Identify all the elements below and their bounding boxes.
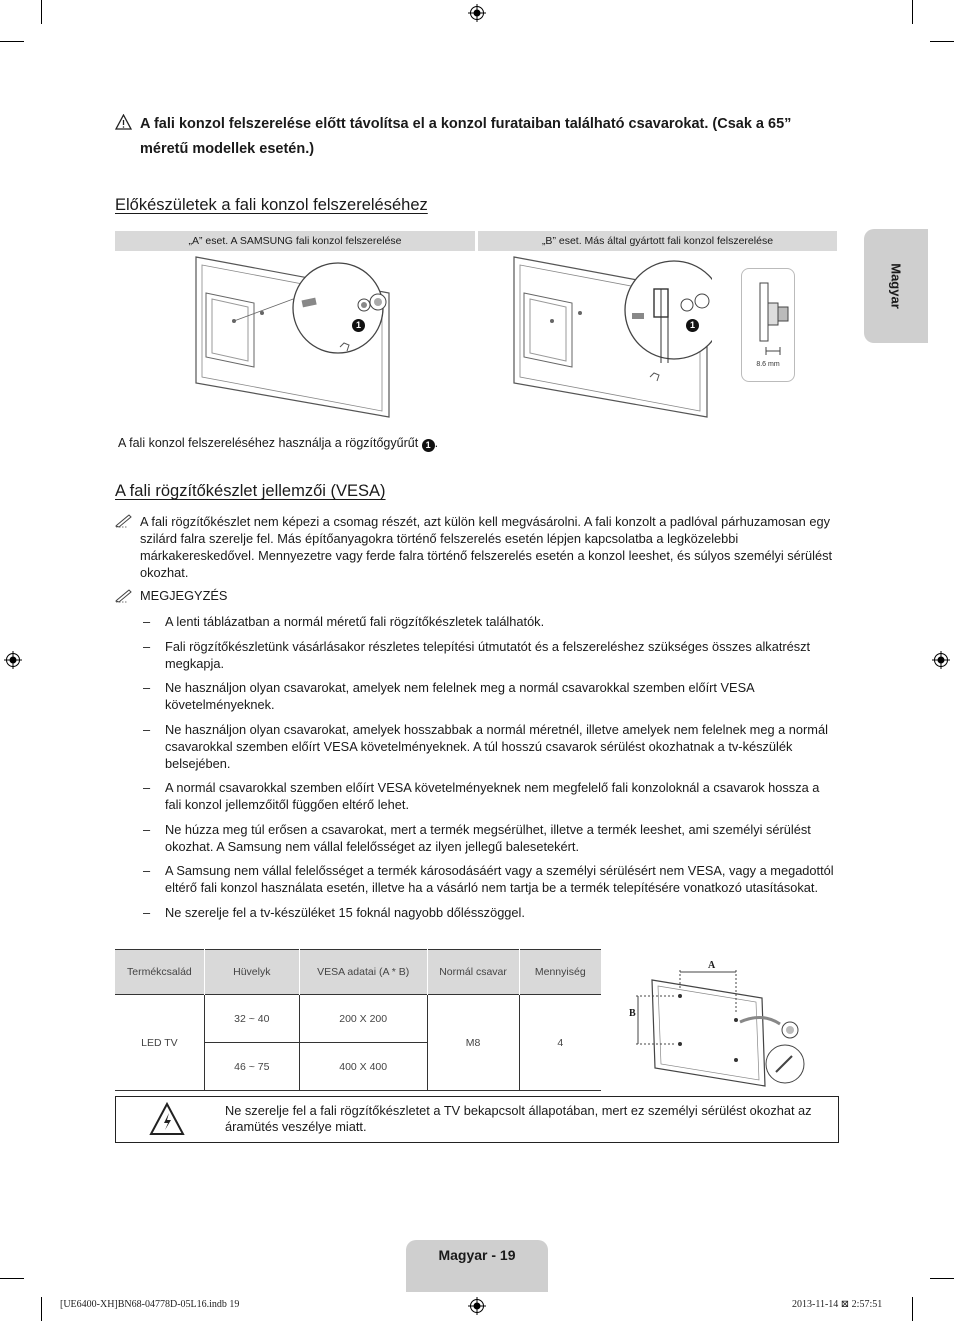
- cell-inch: 32 ~ 40: [204, 995, 299, 1043]
- caption-text: A fali konzol felszereléséhez használja a rögzítőgyűrűt: [118, 436, 419, 450]
- caption: [118, 436, 438, 452]
- electric-shock-warning-icon: [149, 1102, 185, 1136]
- callout-1-badge: 1: [352, 319, 365, 332]
- dash: –: [143, 614, 151, 629]
- dash: –: [143, 863, 151, 878]
- section-title-preparation: Előkészületek a fali konzol felszereléséhez: [115, 196, 428, 214]
- cell-inch: 46 ~ 75: [204, 1043, 299, 1091]
- col-header-family: Termékcsalád: [115, 950, 204, 995]
- crop-mark: [912, 1297, 913, 1321]
- note-text: A Samsung nem vállal felelősséget a termék károsodásáért vagy a személyi sérülésért nem VESA, vagy a megadottól eltérő fali konzol használata esetén, illetve ha a vásárló nem tartja be a termék telepítésére vonatkozó utasításokat.: [165, 863, 834, 895]
- intro-paragraph: A fali rögzítőkészlet nem képezi a csomag részét, azt külön kell megvásárolni. A fali konzolt a padlóval párhuzamosan egy szilárd falra szerelje fel. Más építőanyagokra történő felszerelés esetén lépjen kapcsolatba a legközelebbi márkakereskedővel. Mennyezetre vagy ferde falra történő felszerelés esetén a konzol leeshet, és súlyos személyi sérülést okozhat.: [140, 514, 833, 580]
- dash: –: [143, 680, 151, 695]
- registration-mark-icon: [468, 1297, 486, 1315]
- registration-mark-icon: [468, 4, 486, 22]
- cell-screw: M8: [427, 995, 519, 1091]
- dash: –: [143, 780, 151, 795]
- crop-mark: [41, 1297, 42, 1321]
- callout-1-badge: 1: [686, 319, 699, 332]
- notes-list: [143, 613, 839, 928]
- cell-quantity: 4: [519, 995, 601, 1091]
- dash: –: [143, 721, 151, 737]
- spacer-detail-box: [741, 268, 795, 382]
- crop-mark: [912, 0, 913, 24]
- crop-mark: [41, 0, 42, 24]
- col-header-inch: Hüvelyk: [204, 950, 299, 995]
- case-a-header: „A” eset. A SAMSUNG fali konzol felszerelése: [115, 231, 475, 251]
- note-text: A lenti táblázatban a normál méretű fali rögzítőkészletek találhatók.: [165, 614, 545, 629]
- col-header-vesa: VESA adatai (A * B): [299, 950, 427, 995]
- cell-vesa: 400 X 400: [299, 1043, 427, 1091]
- caption-marker-badge: 1: [422, 439, 435, 452]
- case-b-illustration: [512, 255, 712, 420]
- vesa-diagram: [622, 952, 817, 1092]
- caution-box: [115, 1096, 839, 1143]
- col-header-screw: Normál csavar: [427, 950, 519, 995]
- caption-end: .: [434, 436, 439, 450]
- list-item: [143, 779, 839, 813]
- diagram-label-a: A: [708, 960, 716, 971]
- note-text: Ne használjon olyan csavarokat, amelyek hosszabbak a normál méretnél, illetve amelyek nem felelnek meg a normál csavarokkal szemben előírt VESA követelményeknek. A túl hosszú csavarok sérülést okozhatnak a tv-készülék belsejében.: [165, 721, 828, 771]
- page-number-tab: [406, 1240, 548, 1292]
- list-item: [143, 638, 839, 672]
- language-side-tab: [864, 229, 928, 343]
- caution-text: Ne szerelje fel a fali rögzítőkészletet a TV bekapcsolt állapotában, mert ez személyi sérülést okozhat az áramütés veszélye miatt.: [225, 1103, 812, 1134]
- page-label: Magyar - 19: [438, 1247, 516, 1263]
- crop-mark: [930, 41, 954, 42]
- crop-mark: [930, 1278, 954, 1279]
- note-pencil-icon: [115, 589, 133, 603]
- registration-mark-icon: [932, 651, 950, 669]
- print-file-info: [UE6400-XH]BN68-04778D-05L16.indb 19: [60, 1299, 240, 1310]
- col-header-quantity: Mennyiség: [519, 950, 601, 995]
- note-text: Fali rögzítőkészletünk vásárlásakor részletes telepítési útmutatót és a felszereléshez szükséges összes alkatrészt megkapja.: [165, 638, 811, 671]
- top-warning-text: A fali konzol felszerelése előtt távolítsa el a konzol furataiban található csavarokat. (Csak a 65” méretű modellek esetén.): [140, 116, 792, 157]
- note-text: Ne szerelje fel a tv-készüléket 15 foknál nagyobb dőlésszöggel.: [165, 904, 525, 920]
- crop-mark: [0, 41, 24, 42]
- diagram-label-b: B: [629, 1008, 636, 1019]
- spacer-drawing: [742, 269, 794, 359]
- note-heading: MEGJEGYZÉS: [140, 588, 228, 603]
- crop-mark: [0, 1278, 24, 1279]
- list-item: [143, 904, 839, 921]
- top-warning: [115, 112, 835, 162]
- note-pencil-icon: [115, 514, 133, 528]
- cell-family: LED TV: [115, 995, 204, 1091]
- list-item: [143, 721, 839, 772]
- vesa-spec-table: [115, 949, 601, 1091]
- side-tab-label: Magyar: [888, 263, 904, 309]
- note-text: A normál csavarokkal szemben előírt VESA követelményeknek nem megfelelő fali konzoloknál a csavarok hossza a fali konzol jellemzőitől függően eltérő lehet.: [165, 780, 820, 812]
- list-item: [143, 862, 839, 896]
- note-text: Ne használjon olyan csavarokat, amelyek nem felelnek meg a normál csavarokkal szemben előírt VESA követelményeknek.: [165, 680, 754, 712]
- case-b-header: „B” eset. Más által gyártott fali konzol felszerelése: [478, 231, 837, 251]
- section-title-vesa: A fali rögzítőkészlet jellemzői (VESA): [115, 482, 386, 500]
- note-text: Ne húzza meg túl erősen a csavarokat, mert a termék megsérülhet, illetve a termék leeshet, ami személyi sérülést okozhat. A Samsung nem vállal felelősséget az ilyen jellegű balesetekért.: [165, 821, 811, 854]
- dimension-label: 8.6 mm: [756, 361, 780, 368]
- registration-mark-icon: [4, 651, 22, 669]
- list-item: [143, 679, 839, 713]
- list-item: [143, 821, 839, 855]
- case-a-illustration: [194, 255, 394, 420]
- dash: –: [143, 821, 151, 837]
- warning-triangle-icon: [115, 114, 132, 130]
- cell-vesa: 200 X 200: [299, 995, 427, 1043]
- list-item: [143, 613, 839, 630]
- print-date-info: 2013-11-14 ⊠ 2:57:51: [792, 1299, 883, 1310]
- table-header-row: [115, 950, 601, 995]
- table-row: [115, 995, 601, 1043]
- dash: –: [143, 638, 151, 654]
- dash: –: [143, 904, 151, 920]
